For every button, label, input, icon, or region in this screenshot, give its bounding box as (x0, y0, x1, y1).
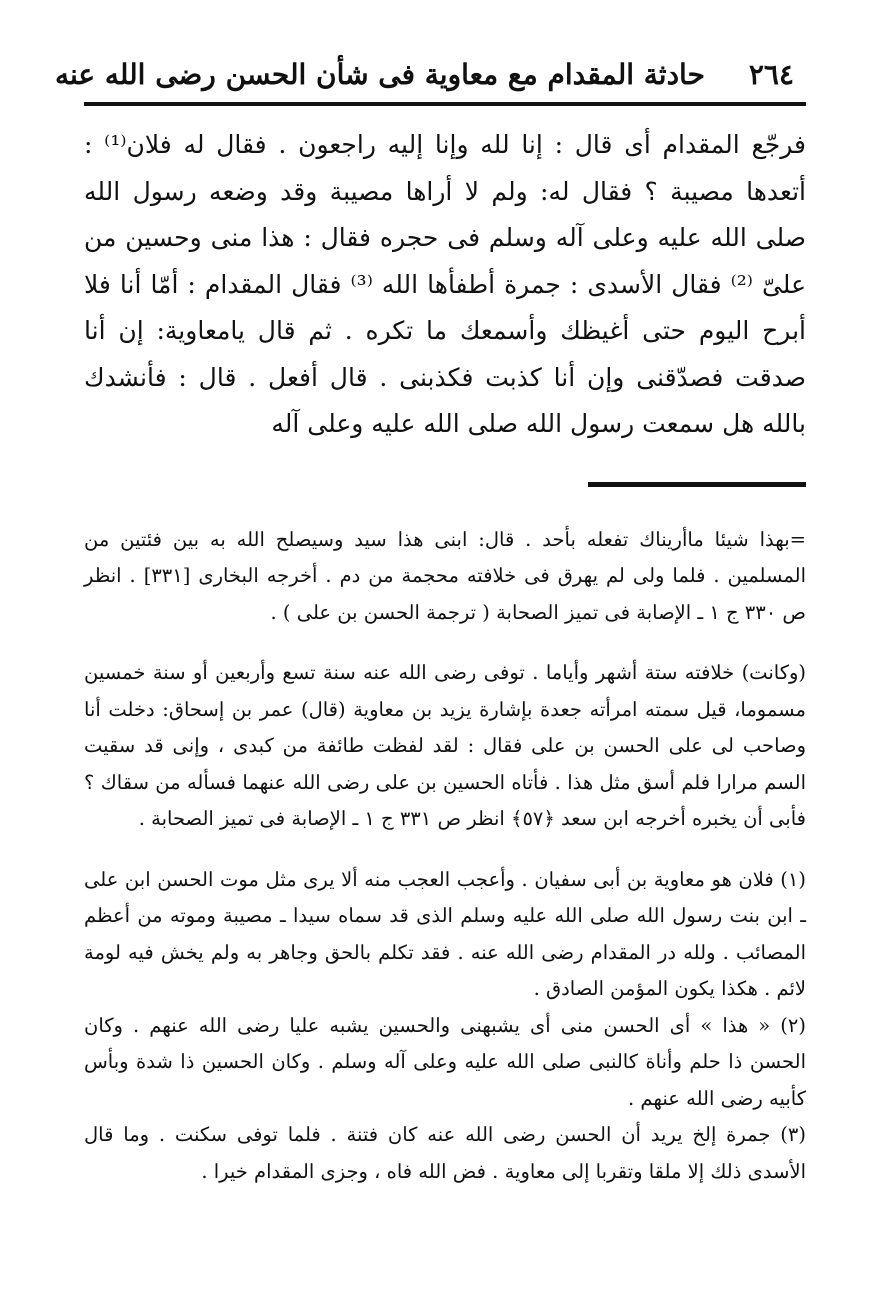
note-gap (84, 838, 806, 862)
footnote-3: (٣) جمرة إلخ يريد أن الحسن رضى الله عنه كان فتنة . فلما توفى سكنت . وما قال الأسدى ذلك إلا ملقا وتقربا إلى معاوية . فض الله فاه ، وجزى المقدام خيرا . (84, 1123, 806, 1183)
biography-note: (وكانت) خلافته ستة أشهر وأياما . توفى رضى الله عنه سنة تسع وأربعين أو سنة خمسين مسموما، قيل سمته امرأته جعدة بإشارة يزيد بن معاوية (قال) عمر بن إسحاق: دخلت أنا وصاحب لى على الحسن بن على فقال : لقد لفظت طائفة من كبدى ، وإنى قد سقيت السم مرارا فلم أسق مثل هذا . فأتاه الحسين بن على رضى الله عنهما فسأله من سقاك ؟ فأبى أن يخبره أخرجه ابن سعد ﴿٥٧﴾ انظر ص ٣٣١ ج ١ ـ الإصابة فى تميز الصحابة . (84, 661, 806, 830)
footnotes-section (84, 522, 806, 1191)
footnote-separator (84, 448, 806, 522)
note-gap (84, 631, 806, 655)
main-text (84, 122, 806, 448)
continuation-note: =بهذا شيئا ماأريناك تفعله بأحد . قال: ابنى هذا سيد وسيصلح الله به بين فئتين من المسلمين . فلما ولى لم يهرق فى خلافته محجمة من دم . أخرجه البخارى [٣٣١] . انظر ص ٣٣٠ ج ١ ـ الإصابة فى تميز الصحابة ( ترجمة الحسن بن على ) . (84, 527, 806, 624)
footnote-2: (٢) « هذا » أى الحسن منى أى يشبهنى والحسين يشبه عليا رضى الله عنهم . وكان الحسن ذا حلم وأناة كالنبى صلى الله عليه وعلى آله وسلم . وكان الحسين ذا شدة وبأس كأبيه رضى الله عنهم . (84, 1013, 806, 1110)
header-rule (84, 102, 806, 106)
book-page (54, 52, 806, 1190)
main-paragraph: فرجّع المقدام أى قال : إنا لله وإنا إليه راجعون . فقال له فلان⁽¹⁾ : أتعدها مصيبة ؟ فقال له: ولم لا أراها مصيبة وقد وضعه رسول الله صلى الله عليه وعلى آله وسلم فى حجره فقال : هذا منى وحسين من علىّ ⁽²⁾ فقال الأسدى : جمرة أطفأها الله ⁽³⁾ فقال المقدام : أمّا أنا فلا أبرح اليوم حتى أغيظك وأسمعك ما تكره . ثم قال يامعاوية: إن أنا صدقت فصدّقنى وإن أنا كذبت فكذبنى . قال أفعل . قال : فأنشدك بالله هل سمعت رسول الله صلى الله عليه وعلى آله (84, 130, 806, 438)
page-header (54, 52, 806, 98)
footnote-rule (588, 482, 806, 487)
page-number: ٢٦٤ (748, 58, 794, 91)
running-title: حادثة المقدام مع معاوية فى شأن الحسن رضى الله عنه (54, 58, 705, 91)
footnote-1: (١) فلان هو معاوية بن أبى سفيان . وأعجب العجب منه ألا يرى مثل موت الحسن ابن على ـ ابن بنت رسول الله صلى الله عليه وسلم الذى قد سماه سيدا ـ مصيبة وموته من أعظم المصائب . ولله در المقدام رضى الله عنه . فقد تكلم بالحق وجاهر به ولم يخش فيه لومة لائم . هكذا يكون المؤمن الصادق . (84, 867, 806, 1000)
